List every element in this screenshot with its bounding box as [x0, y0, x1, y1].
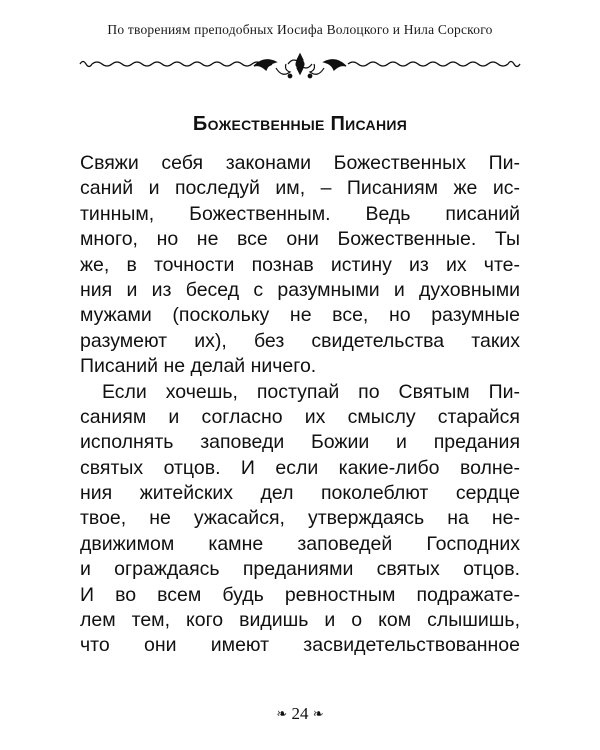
text-line: твое, не ужасайся, утверждаясь на не- [80, 507, 520, 530]
text-line: много, но не все они Божественные. Ты [80, 228, 520, 251]
text-line: саниям и согласно их смыслу старайся [80, 405, 520, 428]
text-line: мужами (поскольку не все, но разумные [80, 304, 520, 327]
page-number-footer [0, 704, 600, 724]
folio-left-ornament-icon: ❧ [276, 706, 288, 721]
text-line: исполнять заповеди Божии и предания [80, 431, 520, 454]
text-line: Свяжи себя законами Божественных Пи- [80, 152, 520, 174]
folio-right-ornament-icon: ❧ [312, 706, 324, 721]
text-line: ния житейских дел поколеблют сердце [80, 482, 520, 505]
text-line: тинным, Божественным. Ведь писаний [80, 202, 520, 225]
text-line: И во всем будь ревностным подражате- [80, 583, 520, 606]
text-line: Писаний не делай ничего. [80, 355, 317, 378]
text-line: и ограждаясь преданиями святых отцов. [80, 558, 520, 581]
text-line: движимом камне заповедей Господних [80, 532, 520, 555]
text-line: разумеют их), без свидетельства таких [80, 329, 520, 352]
page-number: 24 [291, 704, 309, 723]
ornament-center-motif [254, 54, 346, 78]
section-title: Божественные Писания [192, 113, 408, 135]
running-header: По творениям преподобных Иосифа Волоцкого и Нила Сорского [107, 22, 493, 37]
ornament-left-flourish [80, 62, 272, 67]
body-text [80, 151, 520, 659]
ornament-right-flourish [348, 62, 520, 67]
header-ornament-divider [76, 50, 524, 84]
text-line: святых отцов. И если какие-либо волне- [80, 456, 520, 479]
text-line: же, в точности познав истину из их чте- [80, 253, 520, 276]
text-line: что они имеют засвидетельствованное [80, 634, 520, 657]
text-line: Если хочешь, поступай по Святым Пи- [102, 380, 520, 403]
text-line: ния и из бесед с разумными и духовными [80, 278, 520, 301]
text-line: саний и последуй им, – Писаниям же ис- [80, 177, 520, 200]
text-line: лем тем, кого видишь и о ком слышишь, [80, 609, 520, 632]
